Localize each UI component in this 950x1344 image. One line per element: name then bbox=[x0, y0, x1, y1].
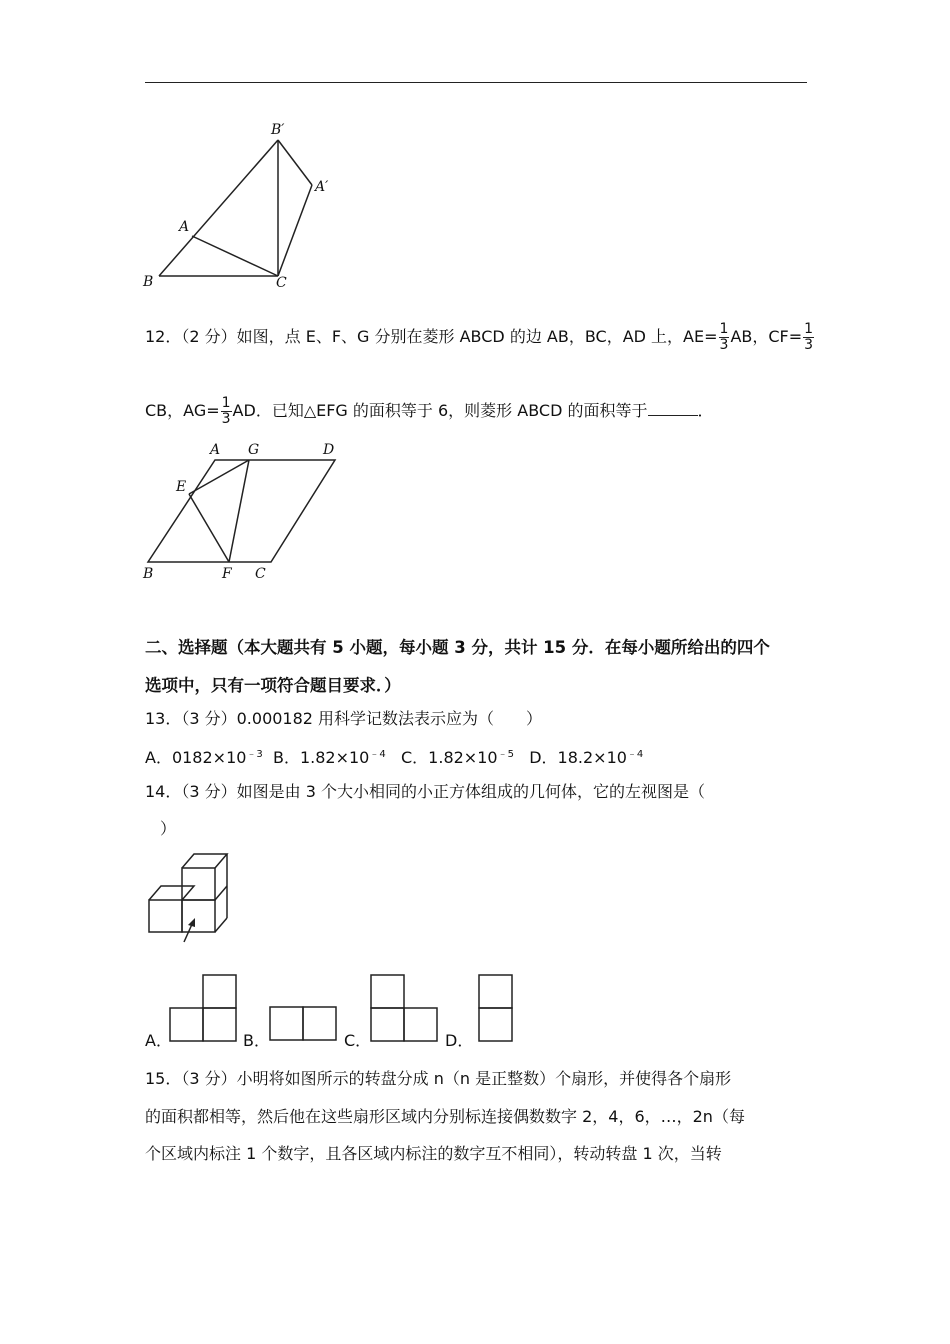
q15-line3: 个区域内标注 1 个数字，且各区域内标注的数字互不相同），转动转盘 1 次，当转 bbox=[145, 1144, 722, 1163]
fraction-one-third: $\frac{1}{3}$ bbox=[221, 395, 231, 427]
edge-B-Bp bbox=[159, 140, 278, 276]
label-C: C bbox=[255, 566, 266, 582]
q14-option-d-figure[interactable] bbox=[475, 972, 517, 1044]
label-Ap: A′ bbox=[315, 179, 329, 195]
q14-stem-close: ） bbox=[160, 819, 177, 838]
edge-Bp-Ap bbox=[278, 140, 312, 185]
cube-left-front bbox=[149, 900, 182, 932]
q14-option-a-figure[interactable] bbox=[165, 972, 240, 1044]
q14-option-a-label[interactable]: A． bbox=[145, 1031, 172, 1050]
label-B: B bbox=[143, 274, 154, 290]
fraction-one-third: $\frac{1}{3}$ bbox=[804, 321, 814, 353]
q15-line1: 15．（3 分）小明将如图所示的转盘分成 n（n 是正整数）个扇形，并使得各个扇形 bbox=[145, 1069, 732, 1088]
q13-options bbox=[145, 744, 643, 769]
q13-option-b[interactable]: B．$1.82\times 10^{﹣4}$ bbox=[272, 748, 386, 767]
figure-rotated-triangle bbox=[135, 115, 345, 295]
label-F: F bbox=[222, 566, 232, 582]
q14-option-c-label[interactable]: C． bbox=[344, 1031, 372, 1050]
label-A: A bbox=[210, 442, 221, 458]
label-C: C bbox=[276, 275, 287, 291]
figure-rhombus bbox=[138, 438, 348, 583]
q12-text-b: AB，CF= bbox=[730, 327, 803, 346]
cube-top-top bbox=[182, 854, 227, 868]
label-E: E bbox=[176, 479, 187, 495]
q13-option-c[interactable]: C．$1.82\times 10^{﹣5}$ bbox=[401, 748, 514, 767]
edge-Ap-C bbox=[278, 185, 312, 276]
q13-option-a[interactable]: A．$0182\times 10^{﹣3}$ bbox=[145, 748, 263, 767]
edge-A-C bbox=[192, 236, 278, 276]
q14-option-b-figure[interactable] bbox=[266, 1004, 338, 1044]
q12-line1 bbox=[145, 322, 815, 353]
label-Bp: B′ bbox=[271, 122, 285, 138]
cube-left-top bbox=[149, 886, 194, 900]
answer-blank[interactable] bbox=[648, 401, 698, 416]
label-G: G bbox=[248, 442, 260, 458]
q12-text-a: 12．（2 分）如图，点 E、F、G 分别在菱形 ABCD 的边 AB，BC，AD 上，AE= bbox=[145, 327, 718, 346]
q13-stem: 13．（3 分）0.000182 用科学记数法表示应为（ ） bbox=[145, 709, 543, 728]
section-heading: 二、选择题（本大题共有 5 小题，每小题 3 分，共计 15 分．在每小题所给出的四个 bbox=[145, 638, 770, 657]
edge-G-F bbox=[229, 460, 249, 562]
label-D: D bbox=[323, 442, 335, 458]
q12-text-d: AD．已知△EFG 的面积等于 6，则菱形 ABCD 的面积等于 bbox=[232, 401, 648, 420]
arrow-head-icon bbox=[188, 918, 195, 927]
q12-text-c: CB，AG= bbox=[145, 401, 220, 420]
label-A: A bbox=[179, 219, 190, 235]
edge-E-F bbox=[189, 494, 229, 562]
q12-line2: CB，AG= $\frac{1}{3}$ AD．已知△EFG 的面积等于 6，则菱形 ABCD 的面积等于 ． bbox=[145, 395, 714, 427]
label-B: B bbox=[143, 566, 154, 582]
q14-option-b-label[interactable]: B． bbox=[243, 1031, 270, 1050]
q13-option-d[interactable]: D．$18.2\times 10^{﹣4}$ bbox=[529, 748, 644, 767]
q14-stem: 14．（3 分）如图是由 3 个大小相同的小正方体组成的几何体，它的左视图是（ bbox=[145, 782, 705, 801]
q15-line2: 的面积都相等，然后他在这些扇形区域内分别标连接偶数数字 2，4，6，…，2n（每 bbox=[145, 1107, 745, 1126]
section-heading-cont: 选项中，只有一项符合题目要求．） bbox=[145, 676, 401, 695]
header-rule bbox=[145, 82, 807, 83]
q14-option-d-label[interactable]: D． bbox=[445, 1031, 474, 1050]
fraction-one-third: $\frac{1}{3}$ bbox=[719, 321, 729, 353]
rhombus-ABCD bbox=[148, 460, 335, 562]
cube-right-front bbox=[182, 900, 215, 932]
q14-option-c-figure[interactable] bbox=[367, 972, 442, 1044]
figure-cubes bbox=[140, 848, 240, 948]
edge-E-G bbox=[189, 460, 249, 494]
